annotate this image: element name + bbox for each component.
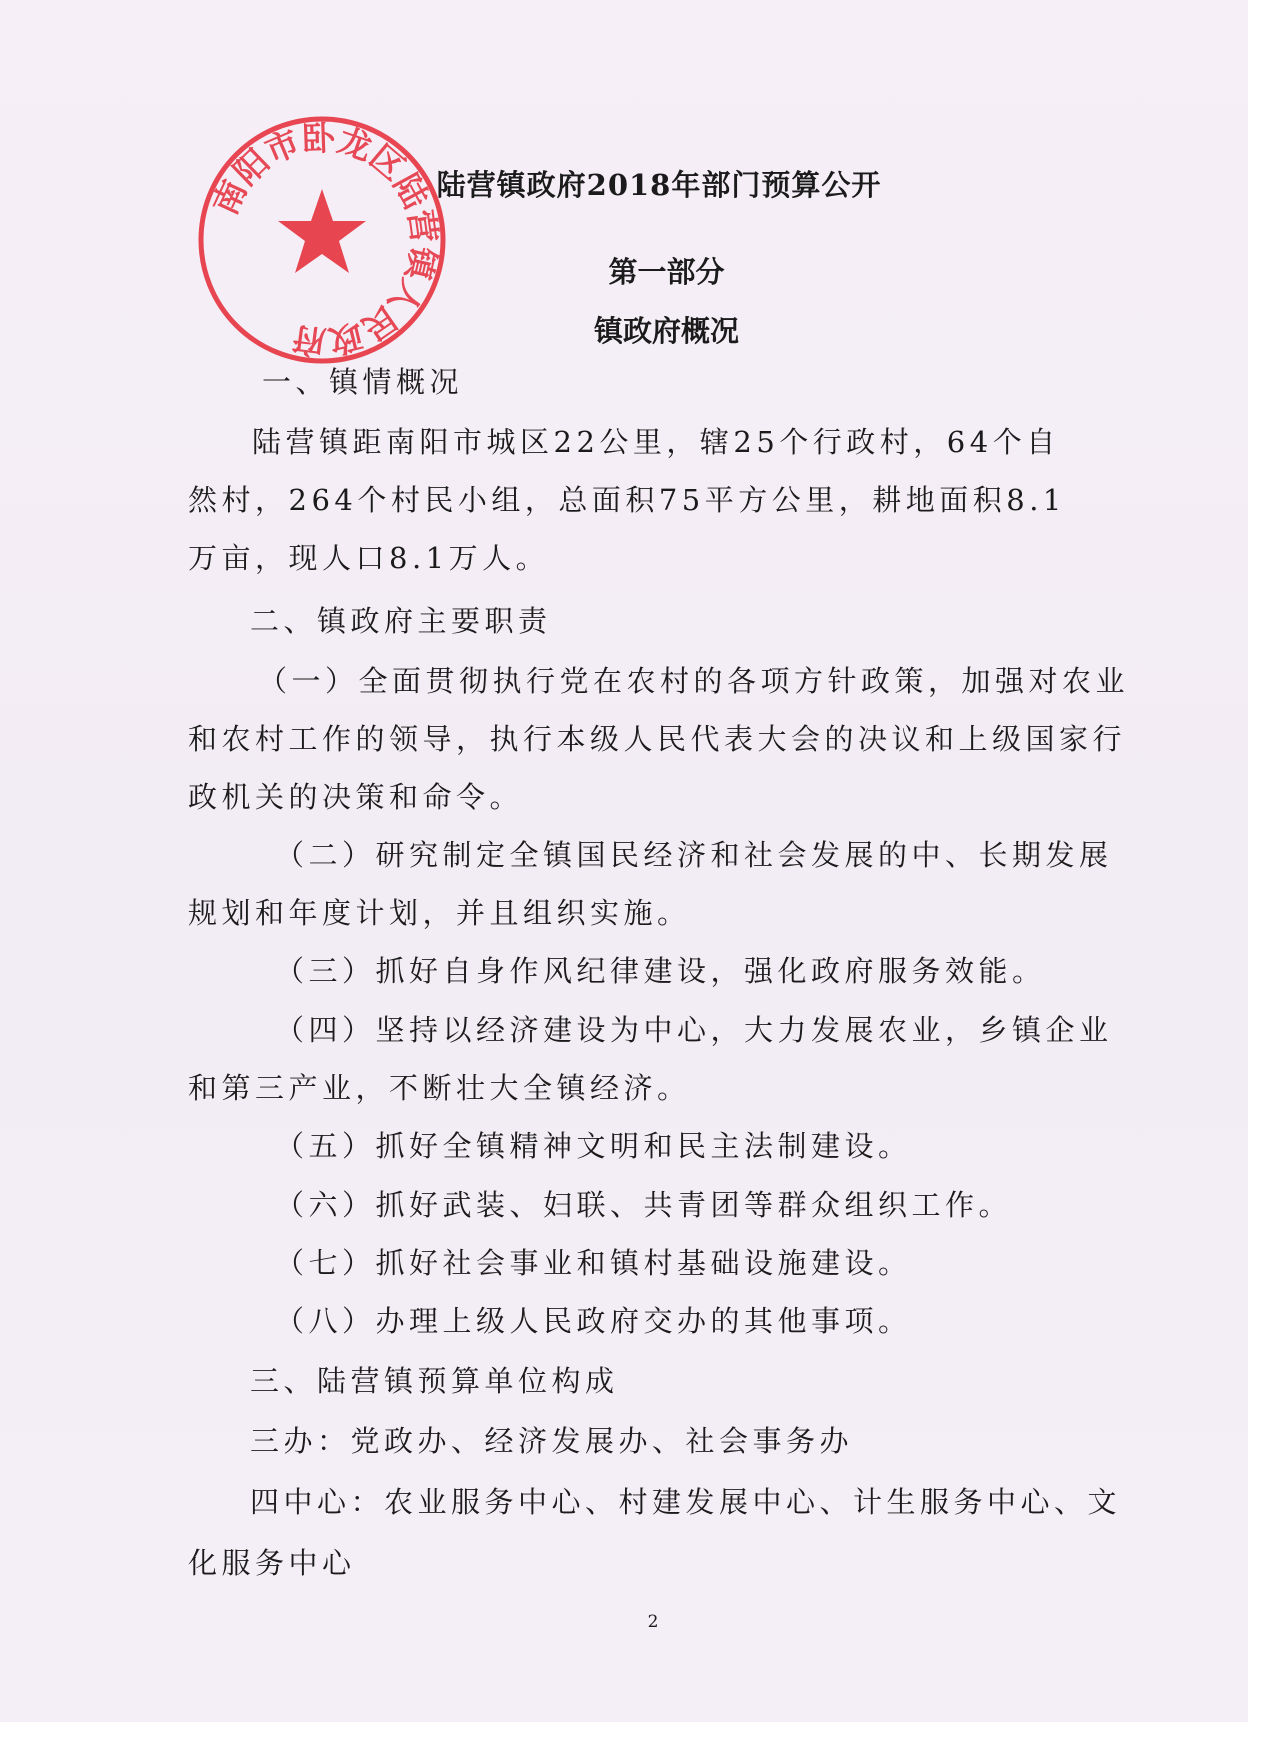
paragraph-line: （八）办理上级人民政府交办的其他事项。 [275,1304,912,1338]
document-title: 陆营镇政府2018年部门预算公开 [436,168,882,202]
paragraph-line: （三）抓好自身作风纪律建设，强化政府服务效能。 [275,954,1046,988]
scan-edge-right [1248,0,1275,1753]
paragraph-line: 规划和年度计划，并且组织实施。 [188,896,691,930]
paragraph-line: 化服务中心 [188,1546,356,1580]
paragraph-line: 和农村工作的领导，执行本级人民代表大会的决议和上级国家行 [188,722,1127,756]
paragraph-line: 陆营镇距南阳市城区22公里，辖25个行政村，64个自 [252,425,1060,459]
paragraph-line: （一）全面贯彻执行党在农村的各项方针政策，加强对农业 [258,664,1130,698]
section-heading-1: 一、镇情概况 [262,365,464,399]
paragraph-line: 和第三产业，不断壮大全镇经济。 [188,1071,691,1105]
paragraph-line: 政机关的决策和命令。 [188,780,524,814]
seal-text: 南阳市卧龙区陆营镇人民政府 [205,118,445,363]
paragraph-line: （七）抓好社会事业和镇村基础设施建设。 [275,1246,912,1280]
paragraph-line: （五）抓好全镇精神文明和民主法制建设。 [275,1129,912,1163]
paragraph-line: （六）抓好武装、妇联、共青团等群众组织工作。 [275,1188,1013,1222]
paragraph-line: 万亩，现人口8.1万人。 [188,541,550,575]
part-heading: 第一部分 [608,255,725,289]
section-heading-2: 二、镇政府主要职责 [250,604,552,638]
scan-edge-bottom [0,1722,1275,1753]
page-number: 2 [647,1612,659,1632]
section-subtitle: 镇政府概况 [593,314,739,348]
paragraph-line: （四）坚持以经济建设为中心，大力发展农业，乡镇企业 [275,1013,1113,1047]
paragraph-line: 四中心：农业服务中心、村建发展中心、计生服务中心、文 [250,1485,1122,1519]
paragraph-line: 然村，264个村民小组，总面积75平方公里，耕地面积8.1 [188,483,1066,517]
paragraph-line: 三办：党政办、经济发展办、社会事务办 [250,1424,854,1458]
paragraph-line: （二）研究制定全镇国民经济和社会发展的中、长期发展 [275,838,1113,872]
section-heading-3: 三、陆营镇预算单位构成 [250,1364,619,1398]
